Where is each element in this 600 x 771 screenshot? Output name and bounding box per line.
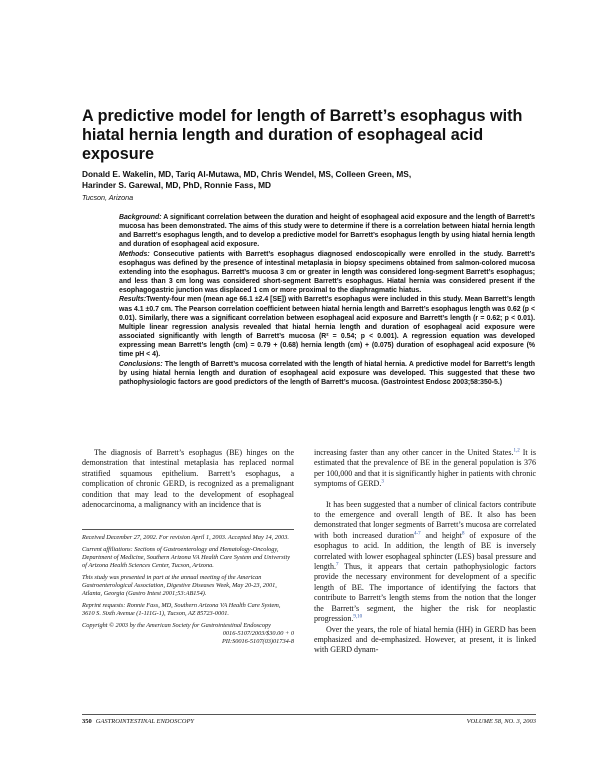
journal-name: GASTROINTESTINAL ENDOSCOPY xyxy=(95,718,195,725)
page-footer xyxy=(82,714,536,725)
reference-link[interactable]: 8 xyxy=(461,531,465,537)
reference-link[interactable]: 3 xyxy=(381,479,384,485)
text-span: It is estimated that the prevalence of BE in the general population is 376 per 100,000 and that it is significantly higher in patients with chronic symptoms of GERD. xyxy=(314,448,536,489)
article-title: A predictive model for length of Barrett’s esophagus with hiatal hernia length and duration of esophageal acid exposure xyxy=(82,107,523,163)
body-column-left xyxy=(82,448,294,510)
abstract-results xyxy=(119,295,535,359)
reprint-note: Reprint requests: Ronnie Fass, MD, Southern Arizona VA Health Care System, 3610 S. Sixth Avenue (1-111G-1), Tucson, AZ 85723-0001. xyxy=(82,601,281,618)
abstract-methods xyxy=(119,250,535,296)
author-line: Harinder S. Garewal, MD, PhD, Ronnie Fass, MD xyxy=(82,180,272,190)
body-paragraph: Over the years, the role of hiatal hernia (HH) in GERD has been emphasized and de-emphasized. However, at present, it is linked with GERD dynam- xyxy=(314,624,536,655)
page-number: 350 xyxy=(82,718,92,725)
body-paragraph xyxy=(314,448,536,490)
text-span: Thus, it appears that certain pathophysiologic factors provide the necessary environment for development of a specific length of BE. The importance of identifying the factors that contribute to Barrett’s length stems from the notion that the longer the Barrett’s segment, the higher the risk for neoplastic progression. xyxy=(314,562,536,624)
reference-link[interactable]: 7 xyxy=(336,562,339,568)
reference-link[interactable]: 1,2 xyxy=(513,448,520,454)
received-note: Received December 27, 2002. For revision April 1, 2003. Accepted May 14, 2003. xyxy=(82,534,289,541)
abstract-text: Twenty-four men (mean age 66.1 ±2.4 [SE]) with Barrett’s esophagus were included in this study. Mean Barrett’s length was 4.1 ±0.7 cm. The Pearson correlation coefficient between hiatal hernia length and Barrett’s esophagus length was 0.62 (p < 0.01). Similarly, there was a significant correlation between esophageal acid exposure and Barrett’s length (r = 0.62; p < 0.01). Multiple linear regression analysis revealed that hiatal hernia length and duration of esophageal acid exposure were associated significantly with length of Barrett’s mucosa (R² = 0.54; p < 0.001). A regression equation was developed expressing mean Barrett’s length (cm) = 0.79 + (0.68) hernia length (cm) + (0.075) duration of esophageal acid exposure (% time pH < 4). xyxy=(119,296,535,359)
abstract-label: Background: xyxy=(119,214,162,221)
issn-code: 0016-5107/2003/$30.00 + 0 xyxy=(222,630,294,638)
copyright-note: Copyright © 2003 by the American Society for Gastrointestinal Endoscopy xyxy=(82,621,271,629)
affiliation: Tucson, Arizona xyxy=(82,193,134,202)
reference-link[interactable]: 9,10 xyxy=(353,614,363,620)
body-column-right xyxy=(314,448,536,656)
reference-link[interactable]: 4-7 xyxy=(413,531,421,537)
abstract-background xyxy=(119,213,535,250)
abstract-label: Conclusions: xyxy=(119,360,163,368)
presented-note: This study was presented in part at the annual meeting of the American Gastroenterological Association, Digestive Diseases Week, May 20-23, 2001, Atlanta, Georgia (Gastro Intest 2001;53:AB154). xyxy=(82,573,277,598)
text-span: and height xyxy=(420,530,462,540)
body-paragraph xyxy=(314,500,536,625)
article-notes xyxy=(82,534,294,646)
affiliations-note: Current affiliations: Sections of Gastroenterology and Hematology-Oncology, Department of Medicine, Southern Arizona VA Health Care System and University of Arizona Health Sciences Center, Tucson, Arizona. xyxy=(82,545,291,570)
footer-left xyxy=(82,718,194,725)
pii-code: PII:S0016-5107(03)01734-8 xyxy=(221,638,294,646)
text-span: of exposure of the esophagus to acid. In addition, the length of BE is inversely correlated with lower esophageal sphincter (LES) basal pressure and length. xyxy=(314,530,537,572)
volume-info: VOLUME 58, NO. 3, 2003 xyxy=(466,718,536,725)
author-line: Donald E. Wakelin, MD, Tariq Al-Mutawa, MD, Chris Wendel, MS, Colleen Green, MS, xyxy=(82,169,412,179)
text-span: increasing faster than any other cancer in the United States. xyxy=(314,448,514,457)
author-list xyxy=(82,169,542,191)
abstract xyxy=(119,213,535,387)
text-span: It has been suggested that a number of clinical factors contribute to the emergence and overall length of BE. It also has been demonstrated that longer segments of Barrett’s mucosa are correlated with both increased duration xyxy=(314,499,536,540)
abstract-text: A significant correlation between the duration and height of esophageal acid exposure and the length of Barrett’s mucosa has been demonstrated. The aims of this study were to determine if there is a correlation between hiatal hernia length and Barrett’s esophagus length, and to develop a predictive model for Barrett’s esophagus length by using hiatal hernia length and duration of esophageal acid exposure. xyxy=(119,214,535,249)
abstract-text: The length of Barrett’s mucosa correlated with the length of hiatal hernia. A predictive model for Barrett’s length by using hiatal hernia length and duration of esophageal acid exposure was developed. This suggested that these two pathophysiologic factors are good predictors of the length of Barrett’s mucosa. (Gastrointest Endosc 2003;58:350-5.) xyxy=(119,360,535,386)
abstract-label: Methods: xyxy=(119,250,150,258)
abstract-text: Consecutive patients with Barrett’s esophagus diagnosed endoscopically were enrolled in the study. Barrett’s esophagus was defined by the presence of intestinal metaplasia in biopsy specimens obtained from salmon-colored mucosa extending into the esophagus. Barrett’s mucosa 3 cm or greater in length was considered long-segment Barrett’s esophagus; and less than 3 cm long was considered short-segment Barrett’s esophagus. Hiatal hernia was considered present if the esophagogastric junction was displaced 1 cm or more proximal to the diaphragmatic hiatus. xyxy=(119,250,535,295)
abstract-conclusions xyxy=(119,360,535,387)
body-paragraph: The diagnosis of Barrett’s esophagus (BE) hinges on the demonstration that intestinal metaplasia has replaced normal stratified squamous epithelium. Barrett’s esophagus, a complication of chronic GERD, is recognized as a premalignant condition that may lead to the development of esophageal adenocarcinoma, a malignancy with an incidence that is xyxy=(82,448,294,510)
footnote-divider xyxy=(82,529,294,530)
abstract-label: Results: xyxy=(119,296,147,304)
